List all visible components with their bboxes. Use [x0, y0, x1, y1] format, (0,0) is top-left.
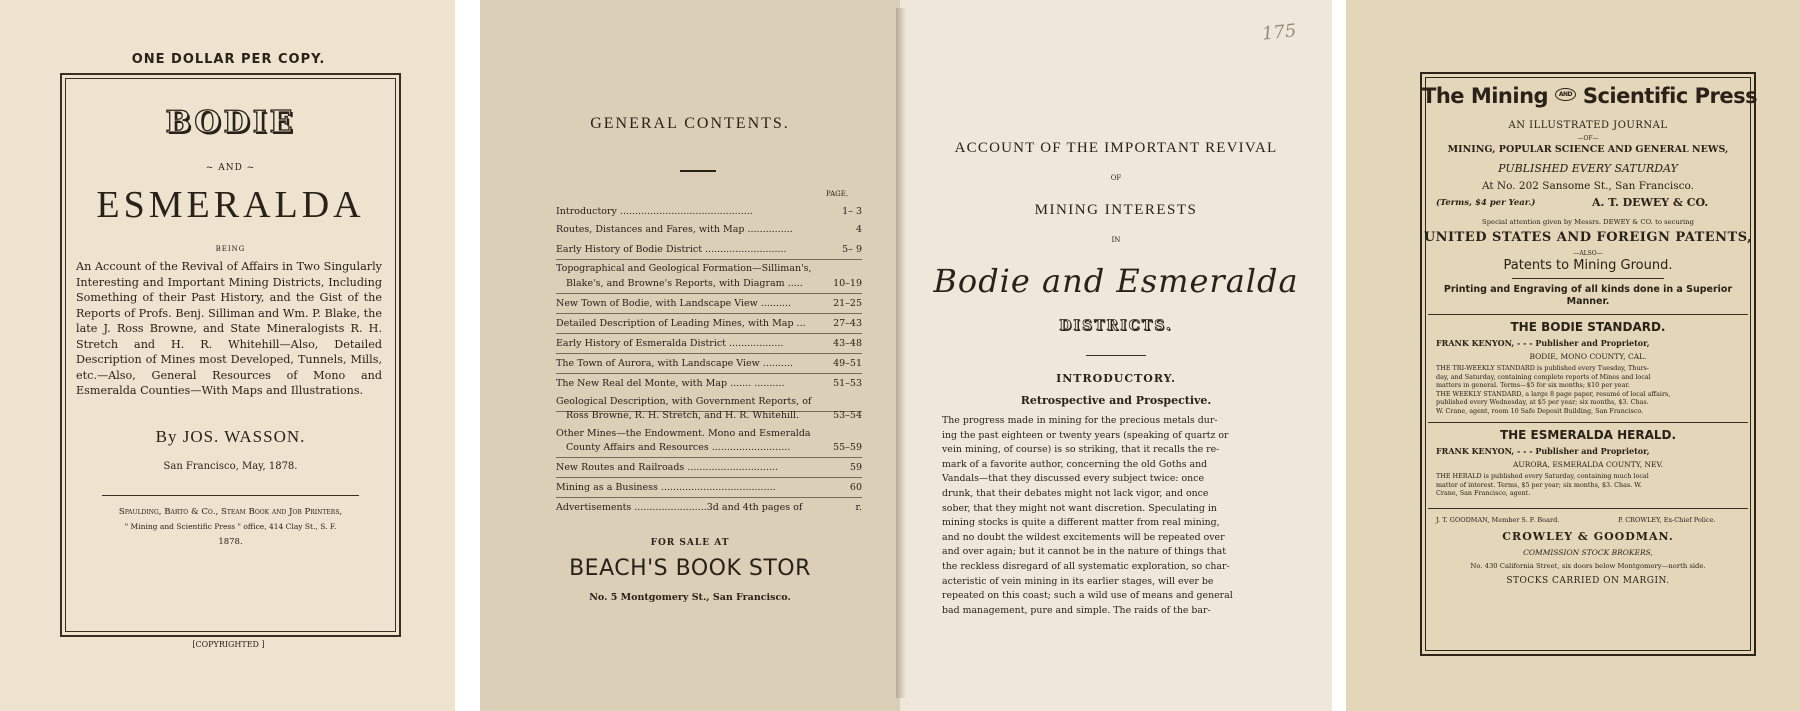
press-topics: MINING, POPULAR SCIENCE AND GENERAL NEWS, — [1447, 144, 1729, 155]
printer-address: " Mining and Scientific Press " office, 414 Clay St., S. F. — [124, 522, 337, 531]
firm-name: CROWLEY & GOODMAN. — [1502, 530, 1674, 543]
herald-publisher: FRANK KENYON, - - - Publisher and Proprietor, — [1436, 446, 1650, 456]
contents-entry-page: 21–25 — [833, 298, 862, 309]
firm-type: COMMISSION STOCK BROKERS, — [1523, 548, 1653, 557]
contents-entry-text: New Town of Bodie, with Landscape View .......... — [556, 298, 791, 309]
contents-entry-page: 59 — [849, 462, 862, 473]
body-line: the reckless disregard of all systematic exploration, so char- — [942, 560, 1230, 572]
contents-page — [480, 0, 900, 711]
back-cover — [1346, 0, 1800, 711]
title-line-1: ACCOUNT OF THE IMPORTANT REVIVAL — [954, 140, 1278, 156]
ad-text-line: THE WEEKLY STANDARD, a large 8 page paper, resumé of local affairs, — [1436, 389, 1671, 398]
ad-text-line: matter of interest. Terms, $5 per year; six months, $3. Chas. W. — [1436, 480, 1642, 489]
contents-entry — [556, 462, 862, 474]
price-line: ONE DOLLAR PER COPY. — [131, 52, 326, 67]
back-frame — [1420, 72, 1756, 656]
body-line: vein mining, of course) is so striking, that it recalls the re- — [942, 444, 1220, 456]
body-line: acteristic of vein mining in its earlier stages, will ever be — [942, 575, 1214, 587]
standard-title: THE BODIE STANDARD. — [1510, 320, 1666, 334]
contents-entry-text: Topographical and Geological Formation—Silliman's, — [556, 263, 812, 274]
divider-1 — [1512, 278, 1664, 279]
cover-frame — [60, 73, 401, 637]
body-line: bad management, pure and simple. The raids of the bar- — [942, 604, 1211, 616]
contents-entry-text: Detailed Description of Leading Mines, with Map ... — [556, 318, 806, 329]
author-line: By JOS. WASSON. — [155, 427, 306, 446]
body-line: and no doubt the wildest excitements will be repeated over — [942, 531, 1225, 543]
copyright-line: [COPYRIGHTED ] — [192, 640, 265, 649]
front-cover — [0, 0, 455, 711]
body-line: Vandals—that they discussed every subject twice: once — [942, 473, 1204, 485]
contents-entry-page: 10–19 — [833, 278, 862, 289]
contents-entry-text: Early History of Esmeralda District .................. — [556, 338, 784, 349]
and-emblem-icon: AND — [1555, 88, 1576, 101]
body-line: drunk, that their debates might not lack vigor, and once — [942, 487, 1209, 499]
herald-place: AURORA, ESMERALDA COUNTY, NEV. — [1512, 460, 1664, 469]
ad-text-line: W. Crane, agent, room 10 Safe Deposit Building, San Francisco. — [1436, 406, 1644, 415]
patents-heading: UNITED STATES AND FOREIGN PATENTS, — [1423, 230, 1753, 245]
title-line-2: MINING INTERESTS — [1034, 202, 1198, 218]
contents-entry — [556, 396, 862, 408]
contents-entry-page: 51–53 — [833, 378, 862, 389]
contents-rule — [556, 373, 862, 374]
body-line: mark of a favorite author, concerning the old Goths and — [942, 458, 1208, 470]
body-line: The progress made in mining for the precious metals dur- — [942, 415, 1218, 426]
and-label: AND — [218, 163, 243, 173]
contents-entry-page: 53–54 — [833, 410, 862, 421]
contents-entry-text: Advertisements ........................3d and 4th pages of — [556, 502, 803, 513]
contents-entry — [556, 318, 862, 330]
bookstore-address: No. 5 Montgomery St., San Francisco. — [589, 592, 791, 603]
ad-text-line: THE TRI-WEEKLY STANDARD is published every Tuesday, Thurs- — [1436, 364, 1649, 372]
bookstore-name: BEACH'S BOOK STOR — [569, 556, 811, 581]
contents-heading: GENERAL CONTENTS. — [590, 115, 790, 132]
press-title-left: The Mining — [1422, 84, 1549, 108]
press-terms: (Terms, $4 per Year.) — [1436, 198, 1536, 208]
body-line: and over again; but it cannot be in the nature of things that — [942, 546, 1226, 558]
patents-also: —ALSO— — [1573, 250, 1603, 257]
contents-entry-text: Other Mines—the Endowment. Mono and Esmeralda — [556, 428, 811, 439]
contents-entry-text: Mining as a Business ...................................... — [556, 482, 776, 493]
title-esmeralda: ESMERALDA — [96, 184, 365, 226]
contents-rule — [556, 477, 862, 478]
printing-ad: Printing and Engraving of all kinds done in a Superior Manner. — [1443, 284, 1733, 307]
contents-entry-text: County Affairs and Resources .......................... — [566, 442, 791, 453]
intro-body-text — [942, 414, 1292, 618]
divider-4 — [1428, 508, 1748, 509]
standard-place: BODIE, MONO COUNTY, CAL. — [1529, 352, 1647, 361]
contents-entry — [556, 502, 862, 514]
ad-text-line: Crane, San Francisco, agent. — [1436, 489, 1531, 498]
contents-entry — [556, 278, 862, 290]
contents-entry-page: 49–51 — [833, 358, 862, 369]
contents-rule — [556, 353, 862, 354]
title-page — [900, 0, 1332, 711]
title-and — [62, 163, 399, 173]
contents-entry-text: Routes, Distances and Fares, with Map ............... — [556, 224, 793, 235]
press-publisher: A. T. DEWEY & CO. — [1592, 196, 1709, 209]
place-date: San Francisco, May, 1878. — [163, 461, 298, 472]
contents-entry — [556, 442, 862, 454]
contents-entry-text: Blake's, and Browne's Reports, with Diagram ..... — [566, 278, 803, 289]
section-heading: INTRODUCTORY. — [1056, 372, 1176, 385]
contents-entry — [556, 428, 862, 440]
press-of: —OF— — [1577, 135, 1599, 142]
title-bodie: BODIE — [165, 105, 296, 140]
ad-text-line: published every Wednesday, at $5 per year; six months, $3. Chas. — [1436, 398, 1649, 407]
contents-rule — [556, 497, 862, 498]
press-subtitle: AN ILLUSTRATED JOURNAL — [1508, 120, 1668, 131]
body-line: ing the past eighteen or twenty years (speaking of quartz or — [942, 429, 1229, 441]
herald-description — [1436, 472, 1742, 498]
ad-text-line: THE HERALD is published every Saturday, containing much local — [1436, 472, 1649, 480]
contents-entry-page: 4 — [855, 224, 862, 235]
contents-entry-text: Introductory ............................................ — [556, 206, 753, 217]
contents-entry-page: 27–43 — [833, 318, 862, 329]
contents-entry-page: r. — [855, 502, 862, 513]
contents-entry — [556, 224, 862, 236]
stocks-margin: STOCKS CARRIED ON MARGIN. — [1506, 576, 1670, 586]
contents-entry-page: 43–48 — [833, 338, 862, 349]
divider-2 — [1428, 314, 1748, 315]
contents-entry-text: The Town of Aurora, with Landscape View .......... — [556, 358, 794, 369]
contents-entry-text: Early History of Bodie District ........................... — [556, 244, 787, 255]
title-in: IN — [1111, 236, 1121, 244]
contents-entry-page: 5– 9 — [842, 244, 862, 255]
contents-entry-text: The New Real del Monte, with Map ....... .......... — [556, 378, 785, 389]
title-divider — [1086, 355, 1146, 356]
contents-entry — [556, 378, 862, 390]
standard-description — [1436, 364, 1742, 416]
press-published: PUBLISHED EVERY SATURDAY — [1498, 162, 1678, 175]
contents-entry-text: Ross Browne, R. H. Stretch, and H. R. Whitehill. — [566, 410, 800, 421]
contents-rule — [556, 313, 862, 314]
patents-attention: Special attention given by Messrs. DEWEY & CO. to securing — [1482, 218, 1694, 226]
contents-entry-page: 1– 3 — [842, 206, 862, 217]
flourish-right-icon: ~ — [246, 163, 256, 173]
cover-description: An Account of the Revival of Affairs in Two Singularly Interesting and Important Mining Districts, Including Something of their Past History, and the Gist of the Reports of Profs. Benj. Silliman and Wm. P. Blake, the late J. Ross Browne, and State Mineralogists R. H. Stretch and H. R. Whitehill—Also, Detailed Description of Mines most Developed, Tunnels, Mills, etc.—Also, General Resources of Mono and Esmeralda Counties—With Maps and Illustrations. — [76, 260, 382, 397]
cover-divider — [102, 495, 359, 496]
ad-text-line: matters in general. Terms—$5 for six months; $10 per year. — [1436, 381, 1630, 390]
divider-3 — [1428, 422, 1748, 423]
subsection-heading: Retrospective and Prospective. — [1020, 394, 1212, 407]
contents-entry — [556, 410, 862, 422]
contents-entry — [556, 244, 862, 256]
mining-ground-patents: Patents to Mining Ground. — [1503, 258, 1673, 273]
crowley-chief: P. CROWLEY, Ex-Chief Police. — [1618, 516, 1716, 524]
standard-publisher: FRANK KENYON, - - - Publisher and Proprietor, — [1436, 338, 1650, 348]
contents-entry — [556, 206, 862, 218]
page-column-label: PAGE. — [826, 190, 849, 198]
press-title-right: Scientific Press — [1582, 84, 1758, 108]
contents-entry-text: Geological Description, with Government Reports, of — [556, 396, 812, 407]
press-title — [1422, 84, 1758, 108]
contents-entry-text: New Routes and Railroads .............................. — [556, 462, 778, 473]
body-line: repeated on this coast; such a wild use of means and general — [942, 590, 1233, 602]
contents-entry-page: 55–59 — [833, 442, 862, 453]
for-sale-label: FOR SALE AT — [650, 538, 730, 548]
contents-entry — [556, 298, 862, 310]
districts-label: DISTRICTS. — [1059, 318, 1173, 334]
contents-rule — [556, 293, 862, 294]
body-line: mining stocks is quite a different matter from real mining, — [942, 517, 1220, 529]
handwritten-number: 175 — [1260, 20, 1298, 45]
herald-title: THE ESMERALDA HERALD. — [1499, 428, 1677, 442]
contents-rule — [556, 259, 862, 260]
title-of: OF — [1110, 174, 1122, 182]
contents-rule — [556, 333, 862, 334]
printer-line: Spaulding, Barto & Co., Steam Book and Job Printers, — [118, 507, 343, 517]
contents-entry — [556, 358, 862, 370]
flourish-left-icon: ~ — [205, 163, 215, 173]
firm-address: No. 430 California Street, six doors below Montgomery—north side. — [1470, 562, 1706, 570]
being-label: BEING — [215, 245, 246, 253]
contents-entry — [556, 263, 862, 275]
goodman-member: J. T. GOODMAN, Member S. F. Board. — [1436, 516, 1560, 524]
body-line: sober, that they might not want discretion. Speculating in — [942, 502, 1217, 514]
press-address: At No. 202 Sansome St., San Francisco. — [1481, 180, 1695, 192]
contents-rule — [556, 457, 862, 458]
contents-entry — [556, 482, 862, 494]
contents-dash — [680, 170, 716, 172]
book-spine — [896, 8, 906, 698]
ad-text-line: day, and Saturday, containing complete reports of Mines and local — [1436, 372, 1651, 381]
contents-entry — [556, 338, 862, 350]
script-title: Bodie and Esmeralda — [933, 262, 1299, 300]
contents-entry-page: 60 — [849, 482, 862, 493]
printer-year: 1878. — [218, 537, 243, 547]
